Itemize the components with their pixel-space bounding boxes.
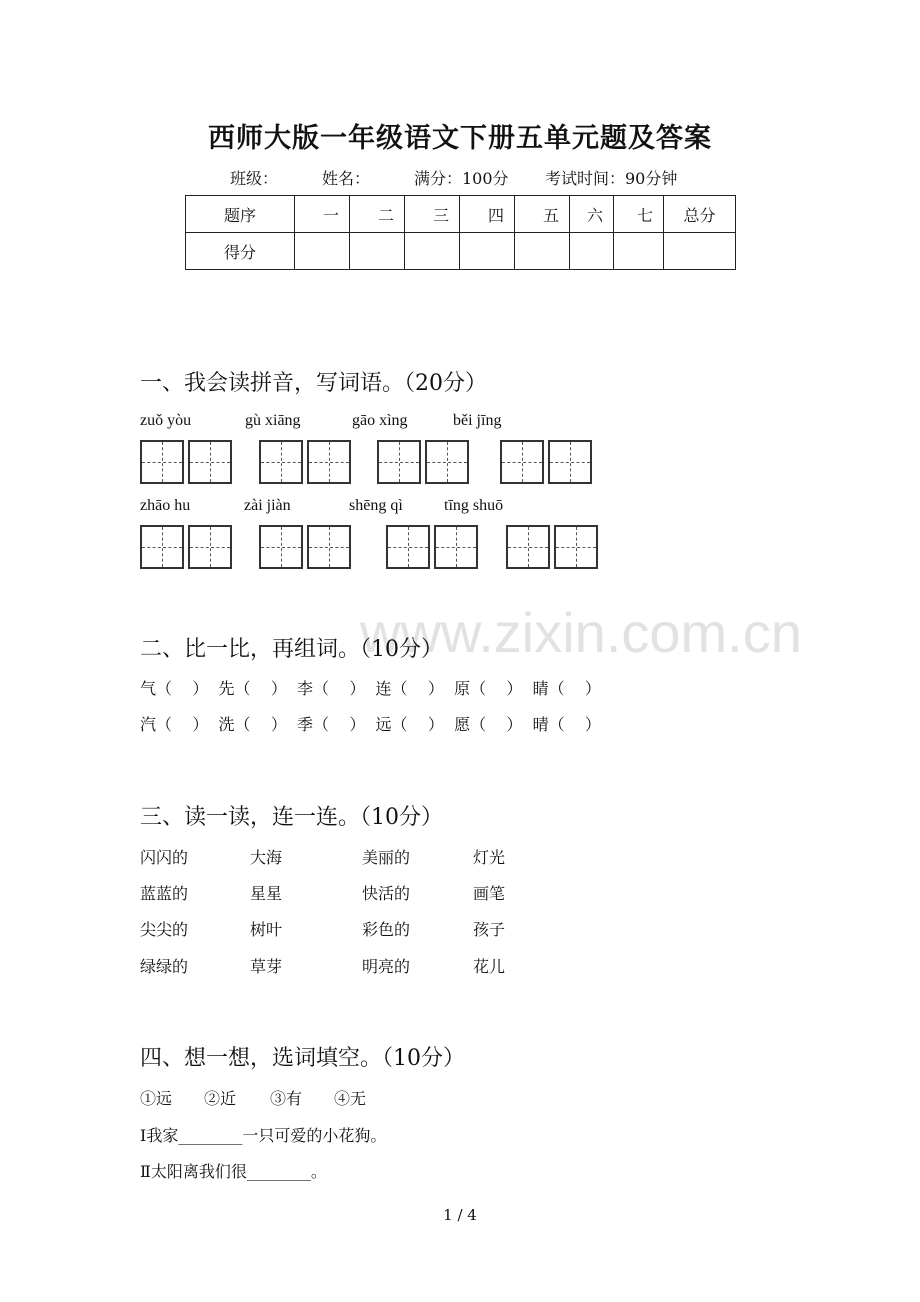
writing-grid xyxy=(259,525,351,569)
compare-row-1: 气（ ） 先（ ） 李（ ） 连（ ） 原（ ） 睛（ ） xyxy=(140,679,601,698)
tian-zi-cell xyxy=(425,440,469,484)
writing-grid xyxy=(500,440,592,484)
score-cell xyxy=(405,233,460,270)
section-1-heading: 一、我会读拼音，写词语。（20分） xyxy=(140,371,487,396)
tian-zi-cell xyxy=(259,440,303,484)
score-cell xyxy=(515,233,570,270)
exam-time-label: 考试时间：90分钟 xyxy=(545,169,678,188)
score-table xyxy=(185,195,736,270)
writing-grid xyxy=(259,440,351,484)
option-item: ④无 xyxy=(334,1089,367,1108)
score-table-header-cell: 题序 xyxy=(186,196,295,233)
section-4-heading: 四、想一想，选词填空。（10分） xyxy=(140,1046,465,1071)
full-score-label: 满分：100分 xyxy=(414,169,509,188)
tian-zi-cell xyxy=(259,525,303,569)
match-word: 画笔 xyxy=(473,884,506,903)
tian-zi-cell xyxy=(140,525,184,569)
score-table-header-cell: 一 xyxy=(295,196,350,233)
score-cell xyxy=(350,233,405,270)
tian-zi-cell xyxy=(548,440,592,484)
match-word: 草芽 xyxy=(250,957,283,976)
score-table-header-cell: 二 xyxy=(350,196,405,233)
match-word: 闪闪的 xyxy=(140,848,189,867)
pinyin-label: tīng shuō xyxy=(444,497,504,514)
score-table-header-cell: 三 xyxy=(405,196,460,233)
option-item: ②近 xyxy=(204,1089,237,1108)
tian-zi-cell xyxy=(500,440,544,484)
score-cell xyxy=(614,233,664,270)
tian-zi-cell xyxy=(188,440,232,484)
name-label: 姓名： xyxy=(322,169,371,188)
match-word: 明亮的 xyxy=(362,957,411,976)
pinyin-label: zuǒ yòu xyxy=(140,412,192,429)
score-row-label: 得分 xyxy=(186,233,295,270)
score-table-score-row xyxy=(186,233,736,270)
score-cell xyxy=(295,233,350,270)
score-table-header-cell: 四 xyxy=(460,196,515,233)
fill-blank-question-1: Ⅰ我家________一只可爱的小花狗。 xyxy=(140,1126,387,1145)
tian-zi-cell xyxy=(377,440,421,484)
score-cell xyxy=(664,233,736,270)
match-word: 孩子 xyxy=(473,920,506,939)
section-3-heading: 三、读一读，连一连。（10分） xyxy=(140,805,443,830)
pinyin-label: gù xiāng xyxy=(245,412,301,429)
tian-zi-cell xyxy=(307,525,351,569)
writing-grid xyxy=(377,440,469,484)
score-table-header-row xyxy=(186,196,736,233)
match-word: 大海 xyxy=(250,848,283,867)
tian-zi-cell xyxy=(434,525,478,569)
option-item: ①远 xyxy=(140,1089,173,1108)
writing-grid xyxy=(140,440,232,484)
fill-blank-question-2: Ⅱ太阳离我们很________。 xyxy=(140,1162,327,1181)
pinyin-label: zài jiàn xyxy=(244,497,291,514)
watermark: www.zixin.com.cn xyxy=(360,601,802,664)
pinyin-label: gāo xìng xyxy=(352,412,408,429)
score-cell xyxy=(460,233,515,270)
writing-grid xyxy=(386,525,478,569)
pinyin-label: shēng qì xyxy=(349,497,403,514)
match-word: 树叶 xyxy=(250,920,283,939)
tian-zi-cell xyxy=(307,440,351,484)
writing-grid xyxy=(140,525,232,569)
match-word: 尖尖的 xyxy=(140,920,189,939)
match-word: 灯光 xyxy=(473,848,506,867)
class-label: 班级： xyxy=(230,169,279,188)
score-table-header-cell: 五 xyxy=(515,196,570,233)
match-word: 绿绿的 xyxy=(140,957,189,976)
tian-zi-cell xyxy=(386,525,430,569)
tian-zi-cell xyxy=(554,525,598,569)
match-word: 美丽的 xyxy=(362,848,411,867)
match-word: 花儿 xyxy=(473,957,506,976)
match-word: 彩色的 xyxy=(362,920,411,939)
score-table-header-cell: 七 xyxy=(614,196,664,233)
score-table-header-cell: 六 xyxy=(570,196,614,233)
writing-grid xyxy=(506,525,598,569)
match-word: 蓝蓝的 xyxy=(140,884,189,903)
compare-row-2: 汽（ ） 洗（ ） 季（ ） 远（ ） 愿（ ） 晴（ ） xyxy=(140,715,601,734)
match-word: 快活的 xyxy=(362,884,411,903)
tian-zi-cell xyxy=(188,525,232,569)
document-title: 西师大版一年级语文下册五单元题及答案 xyxy=(208,123,712,154)
match-word: 星星 xyxy=(250,884,283,903)
option-item: ③有 xyxy=(270,1089,303,1108)
page-number: 1 / 4 xyxy=(443,1206,477,1224)
score-cell xyxy=(570,233,614,270)
section-2-heading: 二、比一比，再组词。（10分） xyxy=(140,637,443,662)
tian-zi-cell xyxy=(506,525,550,569)
tian-zi-cell xyxy=(140,440,184,484)
pinyin-label: zhāo hu xyxy=(140,497,191,514)
pinyin-label: běi jīng xyxy=(453,412,502,429)
score-table-header-cell: 总分 xyxy=(664,196,736,233)
